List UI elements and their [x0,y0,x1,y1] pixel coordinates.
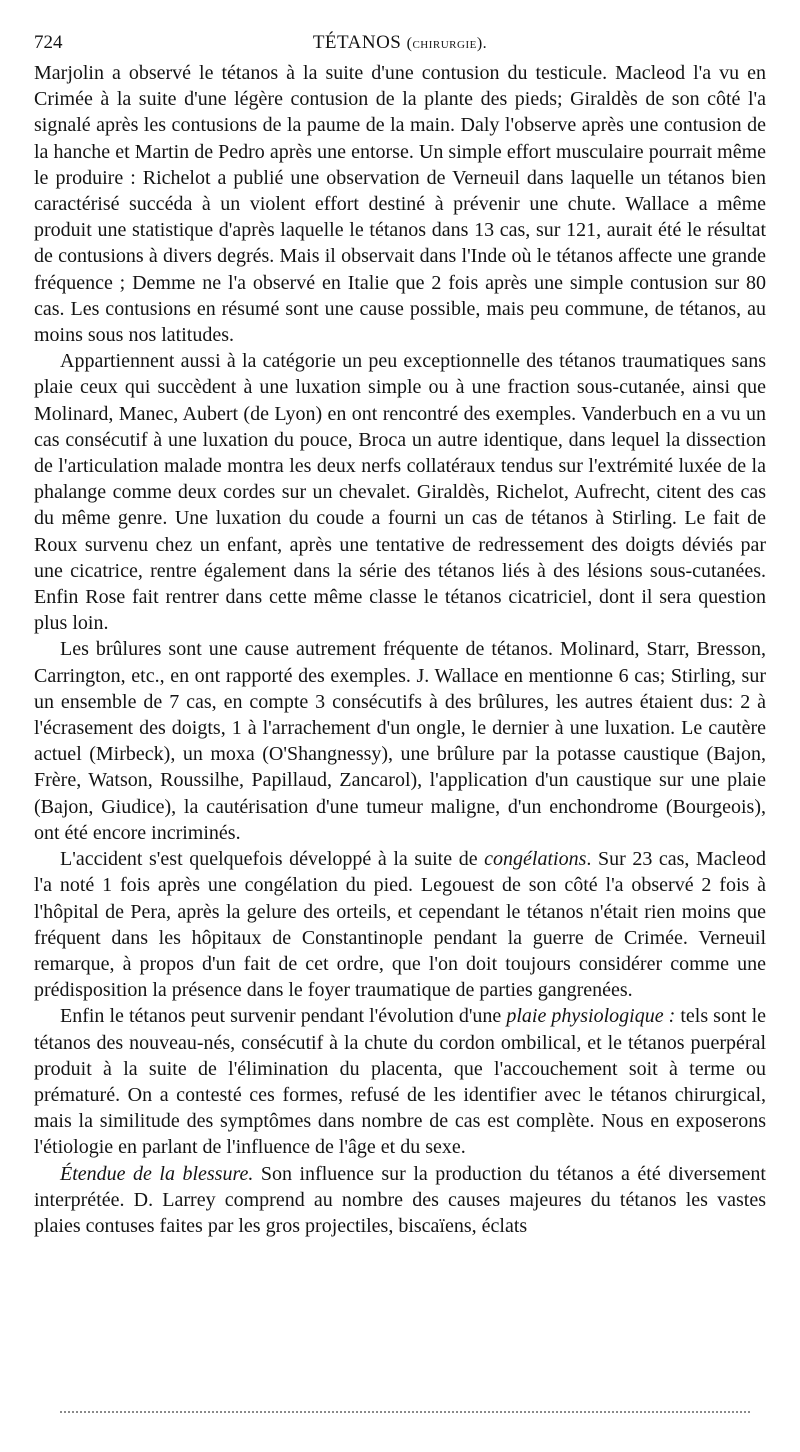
paragraph-plaie-before: Enfin le tétanos peut survenir pendant l'évolution d'une [60,1005,507,1028]
paragraph-etendue-blessure [34,1161,766,1240]
term-plaie-physiologique: plaie physiologique : [506,1005,676,1028]
paragraph-contusions: Marjolin a observé le tétanos à la suite d'une contusion du testicule. Macleod l'a vu en Crimée à la suite d'une légère contusion de la plante des pieds; Giraldès de son côté l'a signalé après les contusions de la paume de la main. Daly l'observe après une contusion de la hanche et Martin de Pedro après une entorse. Un simple effort musculaire pourrait même le produire : Richelot a publié une observation de Verneuil dans laquelle un tétanos bien caractérisé succéda à un violent effort destiné à prévenir une chute. Wallace a même produit une statistique d'après laquelle le tétanos dans 13 cas, sur 121, aurait été le résultat de contusions à divers degrés. Mais il observait dans l'Inde où le tétanos affecte une grande fréquence ; Demme ne l'a observé en Italie que 2 fois après une simple contusion sur 80 cas. Les contusions en résumé sont une cause possible, mais peu commune, de tétanos, au moins sous nos latitudes. [34,62,766,347]
paragraph-congelations [34,846,766,1003]
paragraph-luxations: Appartiennent aussi à la catégorie un peu exceptionnelle des tétanos traumatiques sans plaie ceux qui succèdent à une luxation simple ou à une fraction sous-cutanée, ainsi que Molinard, Manec, Aubert (de Lyon) en ont rencontré des exemples. Vanderbuch en a vu un cas consécutif à une luxation du pouce, Broca un autre identique, dans lequel la dissection de l'articulation malade montra les deux nerfs collatéraux tendus sur l'extrémité luxée de la phalange comme deux cordes sur un chevalet. Giraldès, Richelot, Aufrecht, citent des cas du même genre. Une luxation du coude a fourni un cas de tétanos à Stirling. Le fait de Roux survenu chez un enfant, après une tentative de redressement des doigts déviés par une cicatrice, rentre également dans la série des tétanos liés à des lésions sous-cutanées. Enfin Rose fait rentrer dans cette même classe le tétanos cicatriciel, dont il sera question plus loin. [34,350,766,635]
paragraph-brulures: Les brûlures sont une cause autrement fréquente de tétanos. Molinard, Starr, Bresson, Carrington, etc., en ont rapporté des exemples. J. Wallace en mentionne 6 cas; Stirling, sur un ensemble de 7 cas, en compte 3 consécutifs à des brûlures, les autres étaient dus: 2 à l'écrasement des doigts, 1 à l'arrachement d'un ongle, le dernier à une luxation. Le cautère actuel (Mirbeck), un moxa (O'Shangnessy), une brûlure par la potasse caustique (Bajon, Frère, Watson, Roussilhe, Papillaud, Zancarol), l'application d'un caustique sur une plaie (Bajon, Giudice), la cautérisation d'une tumeur maligne, d'un enchondrome (Bourgeois), ont été encore incriminés. [34,638,766,844]
page [34,26,766,1239]
paragraph-plaie-after: tels sont le tétanos des nouveau-nés, consécutif à la chute du cordon ombilical, et le tétanos puerpéral produit à la suite de l'élimination du placenta, que l'accouchement soit à terme ou prématuré. On a contesté ces formes, refusé de les identifier avec le tétanos chirurgical, mais la similitude des symptômes dans nombre de cas est complète. Nous en exposerons l'étiologie en parlant de l'influence de l'âge et du sexe. [34,1005,766,1159]
paragraph-congelations-after: . Sur 23 cas, Macleod l'a noté 1 fois après une congélation du pied. Legouest de son côté l'a observé 2 fois à l'hôpital de Pera, après la gelure des orteils, et cependant le tétanos n'était rien moins que fréquent dans les hôpitaux de Constantinople pendant la guerre de Crimée. Verneuil remarque, à propos d'un fait de cet ordre, que l'on doit toujours considérer comme une prédisposition la présence dans le foyer traumatique de parties gangrenées. [34,848,766,1002]
footer-dotted-rule [60,1411,750,1413]
term-congelations: congélations [484,848,587,871]
page-number: 724 [34,32,63,53]
section-heading-etendue: Étendue de la blessure. [60,1162,254,1185]
body-text [34,60,766,1239]
paragraph-congelations-before: L'accident s'est quelquefois développé à la suite de [60,848,485,871]
running-title-main: TÉTANOS [312,32,402,53]
running-head [34,26,766,60]
paragraph-etendue-after: Son influence sur la production du tétanos a été diversement interprétée. D. Larrey comprend au nombre des causes majeures du tétanos les vastes plaies contuses faites par les gros projectiles, biscaïens, éclats [34,1162,766,1237]
paragraph-plaie-physiologique [34,1003,766,1160]
running-title-subtitle: (chirurgie). [406,35,488,52]
running-title [34,26,766,61]
